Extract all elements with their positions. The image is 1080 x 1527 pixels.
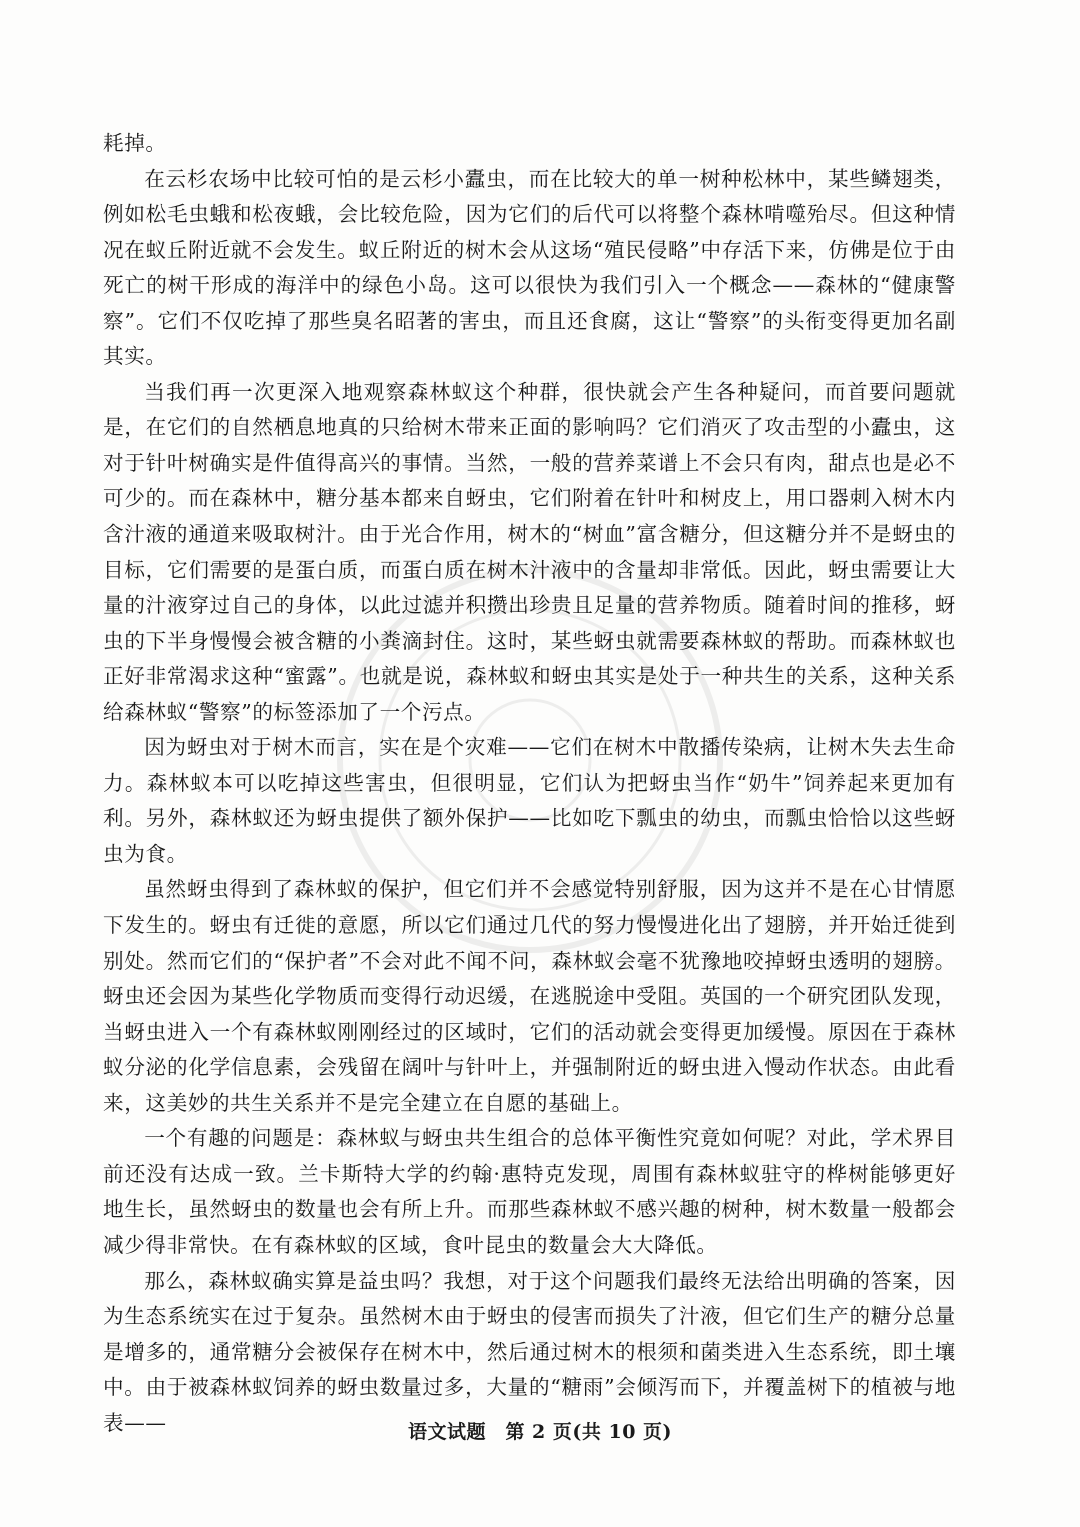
article-body [103, 126, 956, 1441]
paragraph: 一个有趣的问题是：森林蚁与蚜虫共生组合的总体平衡性究竟如何呢？对此，学术界目前还没有达成一致。兰卡斯特大学的约翰·惠特克发现，周围有森林蚁驻守的桦树能够更好地生长，虽然蚜虫的数量也会有所上升。而那些森林蚁不感兴趣的树种，树木数量一般都会减少得非常快。在有森林蚁的区域，食叶昆虫的数量会大大降低。 [103, 1126, 956, 1257]
paragraph: 那么，森林蚁确实算是益虫吗？我想，对于这个问题我们最终无法给出明确的答案，因为生态系统实在过于复杂。虽然树木由于蚜虫的侵害而损失了汁液，但它们生产的糖分总量是增多的，通常糖分会被保存在树木中，然后通过树木的根须和菌类进入生态系统，即土壤中。由于被森林蚁饲养的蚜虫数量过多，大量的“糖雨”会倾泻而下，并覆盖树下的植被与地表—— [103, 1268, 956, 1435]
paragraph: 虽然蚜虫得到了森林蚁的保护，但它们并不会感觉特别舒服，因为这并不是在心甘情愿下发生的。蚜虫有迁徙的意愿，所以它们通过几代的努力慢慢进化出了翅膀，并开始迁徙到别处。然而它们的“保护者”不会对此不闻不问，森林蚁会毫不犹豫地咬掉蚜虫透明的翅膀。蚜虫还会因为某些化学物质而变得行动迟缓，在逃脱途中受阻。英国的一个研究团队发现，当蚜虫进入一个有森林蚁刚刚经过的区域时，它们的活动就会变得更加缓慢。原因在于森林蚁分泌的化学信息素，会残留在阔叶与针叶上，并强制附近的蚜虫进入慢动作状态。由此看来，这美妙的共生关系并不是完全建立在自愿的基础上。 [103, 877, 956, 1115]
paragraph: 因为蚜虫对于树木而言，实在是个灾难——它们在树木中散播传染病，让树木失去生命力。森林蚁本可以吃掉这些害虫，但很明显，它们认为把蚜虫当作“奶牛”饲养起来更加有利。另外，森林蚁还为蚜虫提供了额外保护——比如吃下瓢虫的幼虫，而瓢虫恰恰以这些蚜虫为食。 [103, 735, 956, 866]
page-footer: 语文试题 第 2 页(共 10 页) [407, 1421, 673, 1443]
paragraph: 耗掉。 [103, 131, 167, 155]
paragraph: 在云杉农场中比较可怕的是云杉小蠹虫，而在比较大的单一树种松林中，某些鳞翅类，例如松毛虫蛾和松夜蛾，会比较危险，因为它们的后代可以将整个森林啃噬殆尽。但这种情况在蚁丘附近就不会发生。蚁丘附近的树木会从这场“殖民侵略”中存活下来，仿佛是位于由死亡的树干形成的海洋中的绿色小岛。这可以很快为我们引入一个概念——森林的“健康警察”。它们不仅吃掉了那些臭名昭著的害虫，而且还食腐，这让“警察”的头衔变得更加名副其实。 [103, 166, 956, 369]
paragraph: 当我们再一次更深入地观察森林蚁这个种群，很快就会产生各种疑问，而首要问题就是，在它们的自然栖息地真的只给树木带来正面的影响吗？它们消灭了攻击型的小蠹虫，这对于针叶树确实是件值得高兴的事情。当然，一般的营养菜谱上不会只有肉，甜点也是必不可少的。而在森林中，糖分基本都来自蚜虫，它们附着在针叶和树皮上，用口器刺入树木内含汁液的通道来吸取树汁。由于光合作用，树木的“树血”富含糖分，但这糖分并不是蚜虫的目标，它们需要的是蛋白质，而蛋白质在树木汁液中的含量却非常低。因此，蚜虫需要让大量的汁液穿过自己的身体，以此过滤并积攒出珍贵且足量的营养物质。随着时间的推移，蚜虫的下半身慢慢会被含糖的小粪滴封住。这时，某些蚜虫就需要森林蚁的帮助。而森林蚁也正好非常渴求这种“蜜露”。也就是说，森林蚁和蚜虫其实是处于一种共生的关系，这种关系给森林蚁“警察”的标签添加了一个污点。 [103, 379, 956, 724]
